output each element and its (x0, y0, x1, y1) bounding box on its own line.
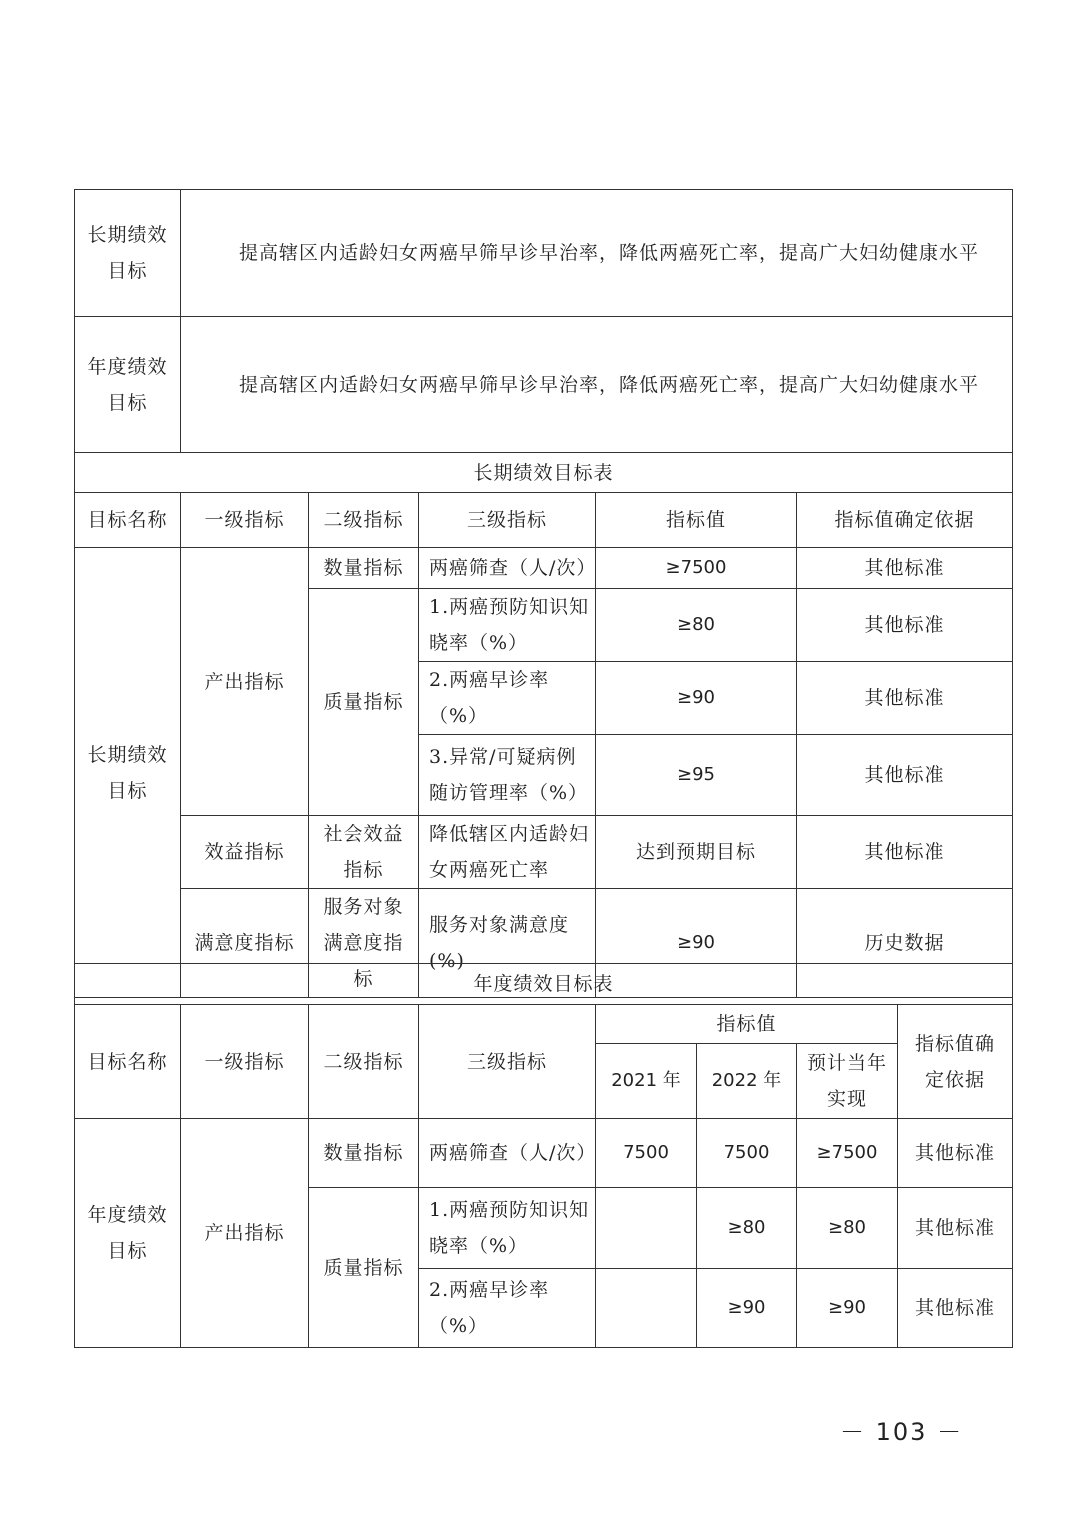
value-cell: 达到预期目标 (596, 816, 797, 889)
basis-cell: 其他标准 (797, 816, 1013, 889)
header-basis: 指标值确定依据 (797, 493, 1013, 548)
value-2021-cell (596, 1188, 697, 1269)
header-level1: 一级指标 (181, 493, 309, 548)
indicator-cell: 2.两癌早诊率（%） (419, 1269, 596, 1348)
annual-goal-table (74, 963, 1013, 1348)
indicator-cell: 3.异常/可疑病例随访管理率（%） (419, 735, 596, 816)
basis-cell: 其他标准 (797, 662, 1013, 735)
value-cell: ≥80 (596, 589, 797, 662)
indicator-cell: 1.两癌预防知识知晓率（%） (419, 589, 596, 662)
value-2022-cell: ≥80 (697, 1188, 797, 1269)
value-2022-cell: ≥90 (697, 1269, 797, 1348)
header-level3: 三级指标 (419, 493, 596, 548)
value-2022-cell: 7500 (697, 1119, 797, 1188)
header-level2: 二级指标 (309, 1005, 419, 1119)
header-2022: 2022 年 (697, 1044, 797, 1119)
header-value: 指标值 (596, 1005, 898, 1044)
basis-cell: 历史数据 (797, 889, 1013, 998)
annual-target-name: 年度绩效目标 (75, 1119, 181, 1348)
sub-service: 服务对象满意度指标 (309, 889, 419, 998)
header-level1: 一级指标 (181, 1005, 309, 1119)
long-goal-label: 长期绩效目标 (75, 190, 181, 317)
sub-quantity: 数量指标 (309, 548, 419, 589)
annual-goal-label: 年度绩效目标 (75, 317, 181, 453)
value-2021-cell (596, 1269, 697, 1348)
indicator-cell: 两癌筛查（人/次） (419, 548, 596, 589)
header-target-name: 目标名称 (75, 493, 181, 548)
sub-quality: 质量指标 (309, 589, 419, 816)
value-cell: ≥95 (596, 735, 797, 816)
annual-goal-text: 提高辖区内适龄妇女两癌早筛早诊早治率，降低两癌死亡率，提高广大妇幼健康水平 (181, 317, 1013, 453)
indicator-cell: 降低辖区内适龄妇女两癌死亡率 (419, 816, 596, 889)
sub-social: 社会效益指标 (309, 816, 419, 889)
value-expected-cell: ≥90 (797, 1269, 898, 1348)
sub-quantity: 数量指标 (309, 1119, 419, 1188)
annual-table-caption: 年度绩效目标表 (75, 964, 1013, 1005)
indicator-cell: 两癌筛查（人/次） (419, 1119, 596, 1188)
header-level2: 二级指标 (309, 493, 419, 548)
basis-cell: 其他标准 (898, 1188, 1013, 1269)
basis-cell: 其他标准 (797, 735, 1013, 816)
indicator-cell: 1.两癌预防知识知晓率（%） (419, 1188, 596, 1269)
header-2021: 2021 年 (596, 1044, 697, 1119)
group-benefit: 效益指标 (181, 816, 309, 889)
long-goal-text: 提高辖区内适龄妇女两癌早筛早诊早治率，降低两癌死亡率，提高广大妇幼健康水平 (181, 190, 1013, 317)
sub-quality: 质量指标 (309, 1188, 419, 1348)
value-cell: ≥90 (596, 889, 797, 998)
basis-cell: 其他标准 (898, 1269, 1013, 1348)
value-expected-cell: ≥80 (797, 1188, 898, 1269)
value-cell: ≥90 (596, 662, 797, 735)
basis-cell: 其他标准 (797, 548, 1013, 589)
header-expected: 预计当年实现 (797, 1044, 898, 1119)
group-output: 产出指标 (181, 548, 309, 816)
header-value: 指标值 (596, 493, 797, 548)
long-target-name: 长期绩效目标 (75, 548, 181, 998)
header-basis: 指标值确定依据 (898, 1005, 1013, 1119)
header-target-name: 目标名称 (75, 1005, 181, 1119)
basis-cell: 其他标准 (898, 1119, 1013, 1188)
long-table-caption: 长期绩效目标表 (75, 453, 1013, 493)
value-2021-cell: 7500 (596, 1119, 697, 1188)
basis-cell: 其他标准 (797, 589, 1013, 662)
performance-goal-table (74, 189, 1013, 998)
group-output: 产出指标 (181, 1119, 309, 1348)
page-number: － 103 － (840, 1418, 964, 1446)
value-cell: ≥7500 (596, 548, 797, 589)
indicator-cell: 服务对象满意度(%) (419, 889, 596, 998)
group-satisfaction: 满意度指标 (181, 889, 309, 998)
value-expected-cell: ≥7500 (797, 1119, 898, 1188)
indicator-cell: 2.两癌早诊率（%） (419, 662, 596, 735)
header-level3: 三级指标 (419, 1005, 596, 1119)
